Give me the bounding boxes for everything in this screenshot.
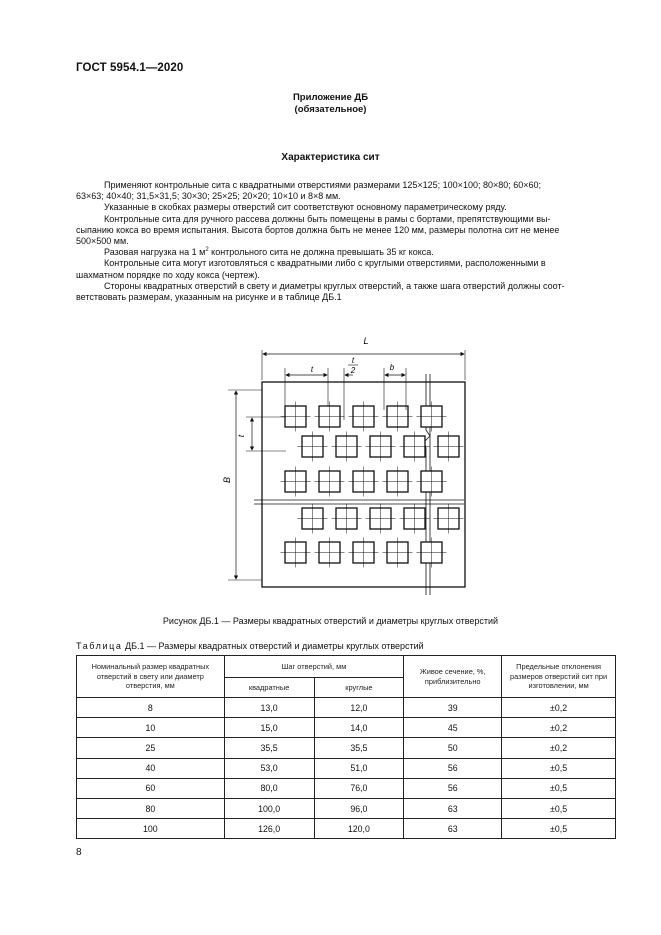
header-square: квадратные — [224, 678, 314, 698]
paragraph-cont: шахматном порядке по ходу кокса (чертеж). — [76, 269, 260, 280]
superscript: 2 — [205, 247, 209, 254]
paragraph: Контрольные сита могут изготовляться с квадратными либо с круглыми отверстиями, расположенными в — [104, 258, 546, 269]
paragraph-cont: 500×500 мм. — [76, 236, 129, 247]
sieve-table — [76, 655, 616, 839]
table-cell: 51,0 — [314, 758, 404, 778]
label-B: B — [222, 476, 232, 484]
table-cell: 39 — [404, 698, 502, 718]
table-cell: ±0,2 — [502, 718, 616, 738]
table-cell: 80 — [77, 798, 225, 818]
table-row — [77, 778, 616, 798]
header-nominal: Номинальный размер квадратных отверстий в свету или диаметр отверстия, мм — [77, 656, 225, 698]
table-cell: 56 — [404, 758, 502, 778]
table-cell: 120,0 — [314, 819, 404, 839]
page-number: 8 — [76, 847, 82, 858]
table-cell: 35,5 — [224, 738, 314, 758]
paragraph-cont: сыпанию кокса во время испытания. Высота бортов должна быть не менее 120 мм, размеры полотна сит не менее — [76, 224, 560, 235]
header-tolerance: Предельные отклонения размеров отверстий сит при изготовлении, мм — [502, 656, 616, 698]
table-cell: 25 — [77, 738, 225, 758]
paragraph-cont: ветствовать размерам, указанным на рисунке и в таблице ДБ.1 — [76, 292, 342, 303]
label-b: b — [389, 363, 395, 372]
table-cell: ±0,2 — [502, 738, 616, 758]
table-cell: 40 — [77, 758, 225, 778]
table-cell: 50 — [404, 738, 502, 758]
text-run: Разовая нагрузка на 1 м — [104, 247, 206, 258]
text-run: контрольного сита не должна превышать 35 кг кокса. — [208, 247, 434, 258]
standard-header: ГОСТ 5954.1—2020 — [76, 62, 184, 74]
table-row — [77, 698, 616, 718]
table-cell: 13,0 — [224, 698, 314, 718]
table-cell: 126,0 — [224, 819, 314, 839]
table-cell: 100,0 — [224, 798, 314, 818]
paragraph: Указанные в скобках размеры отверстий сит соответствуют основному параметрическому ряду. — [104, 202, 507, 213]
table-cell: 96,0 — [314, 798, 404, 818]
table-row — [77, 819, 616, 839]
table-caption-text: ДБ.1 — Размеры квадратных отверстий и диаметры круглых отверстий — [122, 641, 424, 651]
section-title: Характеристика сит — [281, 152, 380, 163]
paragraph — [76, 247, 615, 258]
table-cell: ±0,5 — [502, 778, 616, 798]
paragraph: Контрольные сита для ручного рассева должны быть помещены в рамы с бортами, препятствующими вы- — [104, 213, 551, 224]
header-pitch: Шаг отверстий, мм — [224, 656, 404, 678]
table-cell: 80,0 — [224, 778, 314, 798]
table-cell: 53,0 — [224, 758, 314, 778]
table-cell: 45 — [404, 718, 502, 738]
table-cell: 63 — [404, 819, 502, 839]
table-cell: 10 — [77, 718, 225, 738]
label-t: t — [310, 365, 314, 374]
table-cell: ±0,5 — [502, 819, 616, 839]
paragraph: Стороны квадратных отверстий в свету и диаметры круглых отверстий, а также шага отверстий должны соот- — [104, 280, 565, 291]
label-L: L — [363, 336, 369, 346]
square-holes — [281, 402, 464, 568]
appendix-title: Приложение ДБ — [292, 92, 369, 103]
figure-caption: Рисунок ДБ.1 — Размеры квадратных отверстий и диаметры круглых отверстий — [162, 616, 499, 626]
table-cell: 15,0 — [224, 718, 314, 738]
table-cell: 56 — [404, 778, 502, 798]
paragraph-cont: 63×63; 40×40; 31,5×31,5; 30×30; 25×25; 20×20; 10×10 и 8×8 мм. — [76, 191, 341, 202]
table-row — [77, 718, 616, 738]
table-caption — [76, 641, 424, 651]
table-caption-prefix: Таблица — [76, 641, 123, 651]
table-cell: 60 — [77, 778, 225, 798]
label-t-numerator: t — [351, 356, 355, 365]
paragraph: Применяют контрольные сита с квадратными отверстиями размерами 125×125; 100×100; 80×80; 60×60; — [104, 180, 542, 190]
table-cell: 14,0 — [314, 718, 404, 738]
table-cell: 63 — [404, 798, 502, 818]
sieve-drawing — [222, 330, 476, 600]
table-cell: 8 — [77, 698, 225, 718]
body-text — [76, 180, 615, 303]
table-cell: 100 — [77, 819, 225, 839]
table-cell: ±0,2 — [502, 698, 616, 718]
appendix-subtitle: (обязательное) — [294, 104, 367, 115]
table-row — [77, 798, 616, 818]
table-row — [77, 758, 616, 778]
table-cell: ±0,5 — [502, 798, 616, 818]
table-cell: ±0,5 — [502, 758, 616, 778]
header-open-area: Живое сечение, %, приблизительно — [404, 656, 502, 698]
table-cell: 12,0 — [314, 698, 404, 718]
label-t-denominator: 2 — [350, 366, 356, 375]
header-round: круглые — [314, 678, 404, 698]
label-t-side: t — [237, 434, 246, 438]
table-row — [77, 738, 616, 758]
table-cell: 35,5 — [314, 738, 404, 758]
table-cell: 76,0 — [314, 778, 404, 798]
